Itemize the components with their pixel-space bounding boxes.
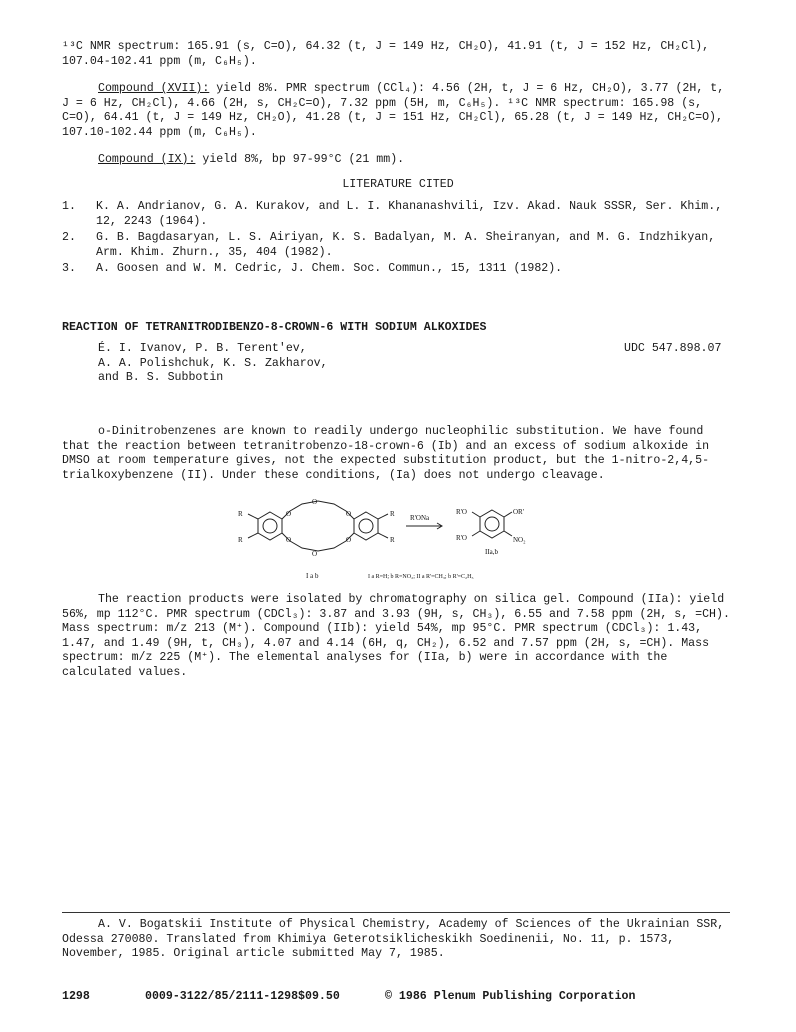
author-line: É. I. Ivanov, P. B. Terent'ev, [98, 342, 307, 355]
article-code: 0009-3122/85/2111-1298$09.50 [145, 990, 340, 1003]
product-or-substituent: OR' [513, 508, 524, 516]
reactant-label: I a b [306, 572, 319, 580]
udc-code: UDC 547.898.07 [624, 342, 722, 355]
footnote-rule [62, 912, 730, 913]
reference-item [62, 200, 734, 229]
author-list [98, 342, 328, 386]
compound-ix-text: yield 8%, bp 97-99°C (21 mm). [195, 153, 405, 166]
compound-xvii-text: yield 8%. PMR spectrum (CCl₄): 4.56 (2H, t, J = 6 Hz, CH₂O), 3.77 (2H, t, J = 6 Hz, CH₂Cl), 4.66 (2H, s, CH₂C=O), 7.32 ppm (5H, m, C₆H₅). ¹³C NMR spectrum: 165.98 (s, C=O), 64.41 (t, J = 149 Hz, CH₂O), 41.28 (t, J = 151 Hz, CH₂Cl), 65.28 (t, J = 149 Hz, CH₂C=O), 107.10-102.44 ppm (m, C₆H₅). [62, 82, 725, 139]
right-benzene-ring [354, 512, 378, 540]
reagent-label: R'ONa [410, 514, 430, 522]
reference-number: 2. [62, 231, 76, 244]
oxygen-atom: O [312, 498, 318, 506]
copyright-notice: © 1986 Plenum Publishing Corporation [385, 990, 636, 1003]
literature-heading: LITERATURE CITED [342, 178, 454, 191]
left-r-substituent: R [238, 536, 243, 544]
oxygen-atom: O [286, 510, 292, 518]
reference-text: G. B. Bagdasaryan, L. S. Airiyan, K. S. Badalyan, M. A. Sheiranyan, and M. G. Indzhikyan, Arm. Khim. Zhurn., 35, 404 (1982). [96, 231, 716, 259]
product-label: IIa,b [485, 548, 499, 556]
page-number: 1298 [62, 990, 90, 1003]
reference-number: 1. [62, 200, 76, 213]
intro-paragraph: o-Dinitrobenzenes are known to readily undergo nucleophilic substitution. We have found that the reaction between tetranitrobenzo-18-crown-6 (Ib) and an excess of sodium alkoxide in DMSO at room temperature gives, not the expected substitution product, but the 1-nitro-2,4,5-trialkoxybenzene (II). Under these conditions, (Ia) does not undergo cleavage. [62, 425, 710, 482]
oxygen-atom: O [286, 536, 292, 544]
product-ro-substituent: R'O [456, 534, 467, 542]
left-benzene-ring [258, 512, 282, 540]
crown-bridge-top [282, 501, 354, 519]
reference-item [62, 231, 734, 260]
compound-ix-label: Compound (IX): [98, 153, 196, 166]
right-r-substituent: R [390, 510, 395, 518]
product-ro-substituent: R'O [456, 508, 467, 516]
oxygen-atom: O [346, 536, 352, 544]
left-r-substituent: R [238, 510, 243, 518]
product-no2-substituent: NO₂ [513, 536, 526, 544]
reference-item [62, 262, 734, 277]
right-r-substituent: R [390, 536, 395, 544]
author-line: A. A. Polishchuk, K. S. Zakharov, [98, 356, 328, 370]
compound-xvii-label: Compound (XVII): [98, 82, 210, 95]
oxygen-atom: O [312, 550, 318, 558]
results-paragraph: The reaction products were isolated by chromatography on silica gel. Compound (IIa): yield 56%, mp 112°C. PMR spectrum (CDCl₃): 3.87 and 3.93 (9H, s, CH₃), 6.55 and 7.58 ppm (2H, s, =CH). Mass spectrum: m/z 213 (M⁺). Compound (IIb): yield 54%, mp 95°C. PMR spectrum (CDCl₃): 1.43, 1.47, and 1.49 (9H, t, CH₃), 4.07 and 4.14 (6H, q, CH₂), 6.52 and 7.57 ppm (2H, s, =CH). Mass spectrum: m/z 225 (M⁺). The elemental analyses for (IIa, b) were in accordance with the calculated values. [62, 593, 730, 679]
reference-text: K. A. Andrianov, G. A. Kurakov, and L. I. Khananashvili, Izv. Akad. Nauk SSSR, Ser. Khim., 12, 2243 (1964). [96, 200, 723, 228]
article-title: REACTION OF TETRANITRODIBENZO-8-CROWN-6 WITH SODIUM ALKOXIDES [62, 321, 487, 334]
nmr-spectrum-text: ¹³C NMR spectrum: 165.91 (s, C=O), 64.32 (t, J = 149 Hz, CH₂O), 41.91 (t, J = 152 Hz, CH₂Cl), 107.04-102.41 ppm (m, C₆H₅). [62, 40, 710, 68]
compound-xvii-paragraph [62, 82, 734, 140]
reaction-scheme [230, 498, 570, 584]
reference-number: 3. [62, 262, 76, 275]
oxygen-atom: O [346, 510, 352, 518]
affiliation-footnote: A. V. Bogatskii Institute of Physical Chemistry, Academy of Sciences of the Ukrainian SSR, Odessa 270080. Translated from Khimiya Geterotsiklicheskikh Soedinenii, No. 11, p. 1573, November, 1985. Original article submitted May 7, 1985. [62, 918, 725, 961]
reference-text: A. Goosen and W. M. Cedric, J. Chem. Soc. Commun., 15, 1311 (1982). [96, 262, 563, 275]
compound-ix-paragraph [62, 153, 734, 168]
crown-bridge-bottom [282, 533, 354, 551]
product-benzene-ring [480, 510, 504, 538]
scheme-legend: I a R=H; b R=NO₂; II a R'=CH₃; b R'=C₂H₅ [368, 574, 474, 580]
author-line: and B. S. Subbotin [98, 371, 224, 385]
